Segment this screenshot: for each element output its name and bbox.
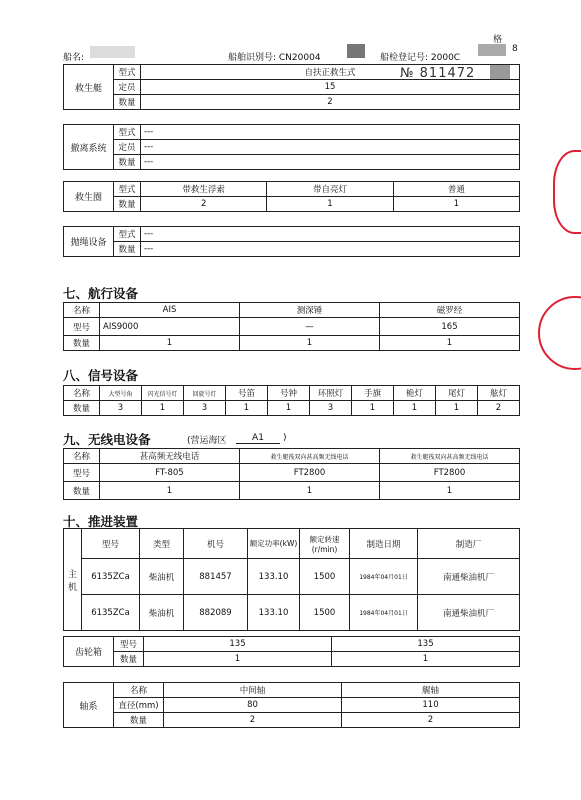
signal-name: 大型号角: [100, 386, 142, 401]
radio-quantity: 1: [100, 482, 240, 500]
row-label: 数量: [114, 652, 144, 667]
line-throwing-section-label: 抛绳设备: [64, 227, 114, 257]
column-header: 额定功率(kW): [248, 529, 300, 559]
redaction-mark: [478, 44, 506, 56]
row-label: 名称: [64, 386, 100, 401]
column-header: 类型: [140, 529, 184, 559]
lifebuoy-section-label: 救生圈: [64, 182, 114, 212]
line-throwing-type: ---: [141, 227, 520, 242]
shaft-name: 艉轴: [342, 683, 520, 698]
form-corner-label: 格: [493, 35, 503, 45]
signal-name: 环照灯: [310, 386, 352, 401]
equipment-name: 测深锤: [240, 303, 380, 318]
column-header: 型号: [82, 529, 140, 559]
serial-number: № 811472: [400, 66, 476, 81]
navigation-table: [63, 302, 520, 351]
row-label: 型号: [64, 318, 100, 336]
engine-manufacturer: 南通柴油机厂: [418, 595, 520, 631]
engine-type: 柴油机: [140, 595, 184, 631]
signal-quantity: 3: [184, 401, 226, 416]
seal-stamp-icon: [538, 296, 581, 370]
signal-quantity: 3: [100, 401, 142, 416]
shaft-quantity: 2: [164, 713, 342, 728]
engine-build-date: 1984年04月01日: [350, 595, 418, 631]
signal-name: 号笛: [226, 386, 268, 401]
signal-quantity: 2: [478, 401, 520, 416]
line-throwing-quantity: ---: [141, 242, 520, 257]
row-label: 型号: [64, 464, 100, 482]
equipment-name: 磁罗经: [380, 303, 520, 318]
radio-name: 救生艇筏双向甚高频无线电话: [380, 449, 520, 464]
operating-area-value: A1: [236, 433, 280, 444]
row-label: 直径(mm): [114, 698, 164, 713]
radio-quantity: 1: [380, 482, 520, 500]
lifeboat-capacity: 15: [141, 80, 520, 95]
equipment-quantity: 1: [100, 336, 240, 351]
shaft-name: 中间轴: [164, 683, 342, 698]
evacuation-section-label: 撤离系统: [64, 125, 114, 170]
engine-serial: 881457: [184, 559, 248, 595]
propulsion-section-title: 十、推进装置: [63, 514, 139, 529]
engine-model: 6135ZCa: [82, 559, 140, 595]
gearbox-table: [63, 636, 520, 667]
gearbox-quantity: 1: [332, 652, 520, 667]
gearbox-model: 135: [332, 637, 520, 652]
column-header: 制造厂: [418, 529, 520, 559]
lifebuoy-type: 带自亮灯: [267, 182, 393, 197]
navigation-section-title: 七、航行设备: [63, 286, 139, 301]
evacuation-capacity: ---: [141, 140, 520, 155]
engine-speed: 1500: [300, 559, 350, 595]
lifebuoy-count: 2: [141, 197, 267, 212]
shaft-diameter: 80: [164, 698, 342, 713]
row-label: 数量: [64, 336, 100, 351]
engine-speed: 1500: [300, 595, 350, 631]
lifeboat-table: [63, 64, 520, 110]
row-label: 数量: [114, 95, 141, 110]
row-label: 名称: [114, 683, 164, 698]
signal-name: 尾灯: [436, 386, 478, 401]
engine-power: 133.10: [248, 559, 300, 595]
equipment-model: —: [240, 318, 380, 336]
row-label: 定员: [114, 140, 141, 155]
engine-power: 133.10: [248, 595, 300, 631]
row-label: 型式: [114, 65, 141, 80]
signal-quantity: 1: [268, 401, 310, 416]
column-header: 制造日期: [350, 529, 418, 559]
equipment-name: AIS: [100, 303, 240, 318]
lifeboat-section-label: 救生艇: [64, 65, 114, 110]
signal-quantity: 1: [226, 401, 268, 416]
main-engine-label: 主机: [64, 529, 82, 631]
radio-name: 甚高频无线电话: [100, 449, 240, 464]
lifebuoy-type: 带救生浮索: [141, 182, 267, 197]
shafting-table: [63, 682, 520, 728]
registration-number: 船检登记号: 2000C: [380, 53, 461, 63]
row-label: 数量: [114, 713, 164, 728]
seal-stamp-icon: [553, 150, 581, 234]
radio-model: FT-805: [100, 464, 240, 482]
signal-section-title: 八、信号设备: [63, 368, 139, 383]
row-label: 名称: [64, 303, 100, 318]
evacuation-table: [63, 124, 520, 170]
signal-name: 号钟: [268, 386, 310, 401]
row-label: 数量: [64, 401, 100, 416]
signal-name: 回旋号灯: [184, 386, 226, 401]
operating-area-close: ): [283, 433, 287, 443]
signal-table: [63, 385, 520, 416]
column-header: 额定转速(r/min): [300, 529, 350, 559]
row-label: 数量: [114, 197, 141, 212]
signal-name: 桅灯: [394, 386, 436, 401]
radio-name: 救生艇筏双向甚高频无线电话: [240, 449, 380, 464]
signal-name: 手旗: [352, 386, 394, 401]
engine-model: 6135ZCa: [82, 595, 140, 631]
equipment-model: AIS9000: [100, 318, 240, 336]
gearbox-model: 135: [144, 637, 332, 652]
row-label: 型式: [114, 125, 141, 140]
shafting-section-label: 轴系: [64, 683, 114, 728]
lifebuoy-count: 1: [393, 197, 519, 212]
lifeboat-quantity: 2: [141, 95, 520, 110]
radio-model: FT2800: [380, 464, 520, 482]
shaft-quantity: 2: [342, 713, 520, 728]
form-corner-number: 8: [512, 44, 518, 54]
signal-name: 舷灯: [478, 386, 520, 401]
radio-section-title: 九、无线电设备: [63, 432, 151, 447]
signal-quantity: 1: [436, 401, 478, 416]
row-label: 型式: [114, 182, 141, 197]
equipment-quantity: 1: [380, 336, 520, 351]
ship-id: 船舶识别号: CN20004: [228, 53, 321, 63]
engine-build-date: 1984年04月01日: [350, 559, 418, 595]
row-label: 型式: [114, 227, 141, 242]
redaction-mark: [347, 44, 365, 58]
radio-model: FT2800: [240, 464, 380, 482]
gearbox-quantity: 1: [144, 652, 332, 667]
ship-name-label: 船名:: [63, 53, 85, 63]
row-label: 数量: [64, 482, 100, 500]
lifeboat-type: 自扶正救生式: [141, 65, 520, 80]
redaction-mark: [90, 46, 135, 58]
column-header: 机号: [184, 529, 248, 559]
propulsion-table: [63, 528, 520, 631]
signal-quantity: 1: [394, 401, 436, 416]
operating-area-label: (营运海区: [187, 436, 227, 446]
engine-type: 柴油机: [140, 559, 184, 595]
evacuation-quantity: ---: [141, 155, 520, 170]
lifebuoy-type: 普通: [393, 182, 519, 197]
row-label: 数量: [114, 242, 141, 257]
signal-quantity: 1: [142, 401, 184, 416]
radio-table: [63, 448, 520, 500]
radio-quantity: 1: [240, 482, 380, 500]
row-label: 型号: [114, 637, 144, 652]
row-label: 定员: [114, 80, 141, 95]
equipment-quantity: 1: [240, 336, 380, 351]
engine-manufacturer: 南通柴油机厂: [418, 559, 520, 595]
lifebuoy-count: 1: [267, 197, 393, 212]
gearbox-section-label: 齿轮箱: [64, 637, 114, 667]
line-throwing-table: [63, 226, 520, 257]
signal-name: 闪光信号灯: [142, 386, 184, 401]
signal-quantity: 1: [352, 401, 394, 416]
engine-serial: 882089: [184, 595, 248, 631]
evacuation-type: ---: [141, 125, 520, 140]
row-label: 数量: [114, 155, 141, 170]
signal-quantity: 3: [310, 401, 352, 416]
row-label: 名称: [64, 449, 100, 464]
shaft-diameter: 110: [342, 698, 520, 713]
equipment-model: 165: [380, 318, 520, 336]
lifebuoy-table: [63, 181, 520, 212]
